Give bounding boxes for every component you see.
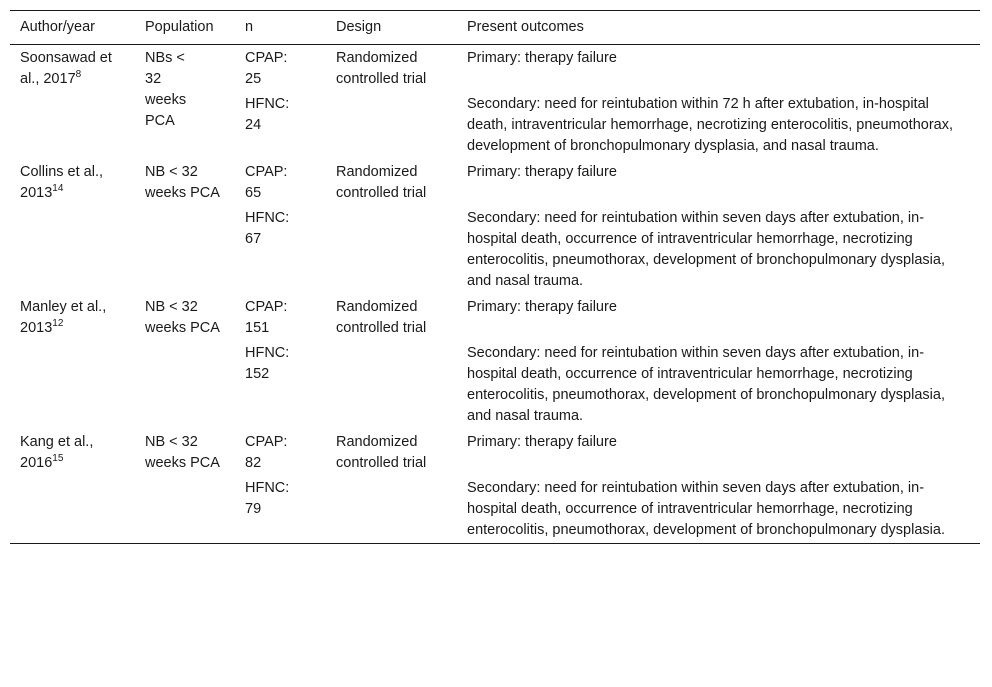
population-cell: NBs < 32 weeks PCA xyxy=(145,50,187,129)
header-population: Population xyxy=(135,11,235,45)
table-row-kang-primary xyxy=(10,429,980,476)
reference-number: 12 xyxy=(52,318,64,329)
population-cell: NB < 32 weeks PCA xyxy=(145,164,220,201)
table-row-manley-primary xyxy=(10,294,980,341)
table-row-soonsawad-primary xyxy=(10,45,980,93)
n-cpap-cell: CPAP: 25 xyxy=(245,50,288,87)
header-n: n xyxy=(235,11,326,45)
design-cell: Randomized controlled trial xyxy=(336,299,427,336)
reference-number: 8 xyxy=(75,69,82,80)
table-row-collins-primary xyxy=(10,159,980,206)
population-cell: NB < 32 weeks PCA xyxy=(145,299,220,336)
studies-table-container xyxy=(10,10,980,544)
secondary-outcome-cell: Secondary: need for reintubation within seven days after extubation, in-hospital death, occurrence of intraventricular hemorrhage, necrotizing enterocolitis, pneumothorax, development of bronchopulmonary dysplasia, and nasal trauma. xyxy=(467,345,945,424)
author-text: Soonsawad et al., 2017 xyxy=(20,50,112,87)
author-cell xyxy=(10,159,135,294)
reference-number: 14 xyxy=(52,183,64,194)
n-cpap-cell: CPAP: 82 xyxy=(245,434,288,471)
author-cell xyxy=(10,45,135,160)
n-hfnc-cell: HFNC: 152 xyxy=(245,345,290,382)
author-cell xyxy=(10,294,135,429)
n-cpap-cell: CPAP: 151 xyxy=(245,299,288,336)
header-design: Design xyxy=(326,11,457,45)
n-cpap-cell: CPAP: 65 xyxy=(245,164,288,201)
secondary-outcome-cell: Secondary: need for reintubation within seven days after extubation, in-hospital death, occurrence of intraventricular hemorrhage, necrotizing enterocolitis, pneumothorax, development of bronchopulmonary dysplasia. xyxy=(457,476,980,544)
primary-outcome-cell: Primary: therapy failure xyxy=(467,299,617,315)
secondary-outcome-cell: Secondary: need for reintubation within 72 h after extubation, in-hospital death, intraventricular hemorrhage, necrotizing enterocolitis, pneumothorax, development of bronchopulmonary dysplasia, and nasal trauma. xyxy=(467,96,954,154)
table-header xyxy=(10,11,980,45)
population-cell: NB < 32 weeks PCA xyxy=(135,429,235,544)
reference-number: 15 xyxy=(52,453,64,464)
primary-outcome-cell: Primary: therapy failure xyxy=(467,164,617,180)
n-hfnc-cell: HFNC: 24 xyxy=(245,96,290,133)
author-text: Collins et al., 2013 xyxy=(20,164,104,201)
primary-outcome-cell: Primary: therapy failure xyxy=(467,434,617,450)
author-text: Kang et al., 2016 xyxy=(20,434,94,471)
n-hfnc-cell: HFNC: 67 xyxy=(245,210,290,247)
secondary-outcome-cell: Secondary: need for reintubation within seven days after extubation, in-hospital death, occurrence of intraventricular hemorrhage, necrotizing enterocolitis, pneumothorax, development of bronchopulmonary dysplasia, and nasal trauma. xyxy=(467,210,945,289)
design-cell: Randomized controlled trial xyxy=(336,164,427,201)
studies-table xyxy=(10,10,980,544)
table-body xyxy=(10,45,980,544)
author-text: Manley et al., 2013 xyxy=(20,299,107,336)
header-present-outcomes: Present outcomes xyxy=(457,11,980,45)
design-cell: Randomized controlled trial xyxy=(336,50,427,87)
n-hfnc-cell: HFNC: 79 xyxy=(235,476,326,544)
primary-outcome-cell: Primary: therapy failure xyxy=(467,50,617,66)
design-cell: Randomized controlled trial xyxy=(326,429,457,544)
author-cell xyxy=(10,429,135,544)
header-author-year: Author/year xyxy=(10,11,135,45)
header-row xyxy=(10,11,980,45)
